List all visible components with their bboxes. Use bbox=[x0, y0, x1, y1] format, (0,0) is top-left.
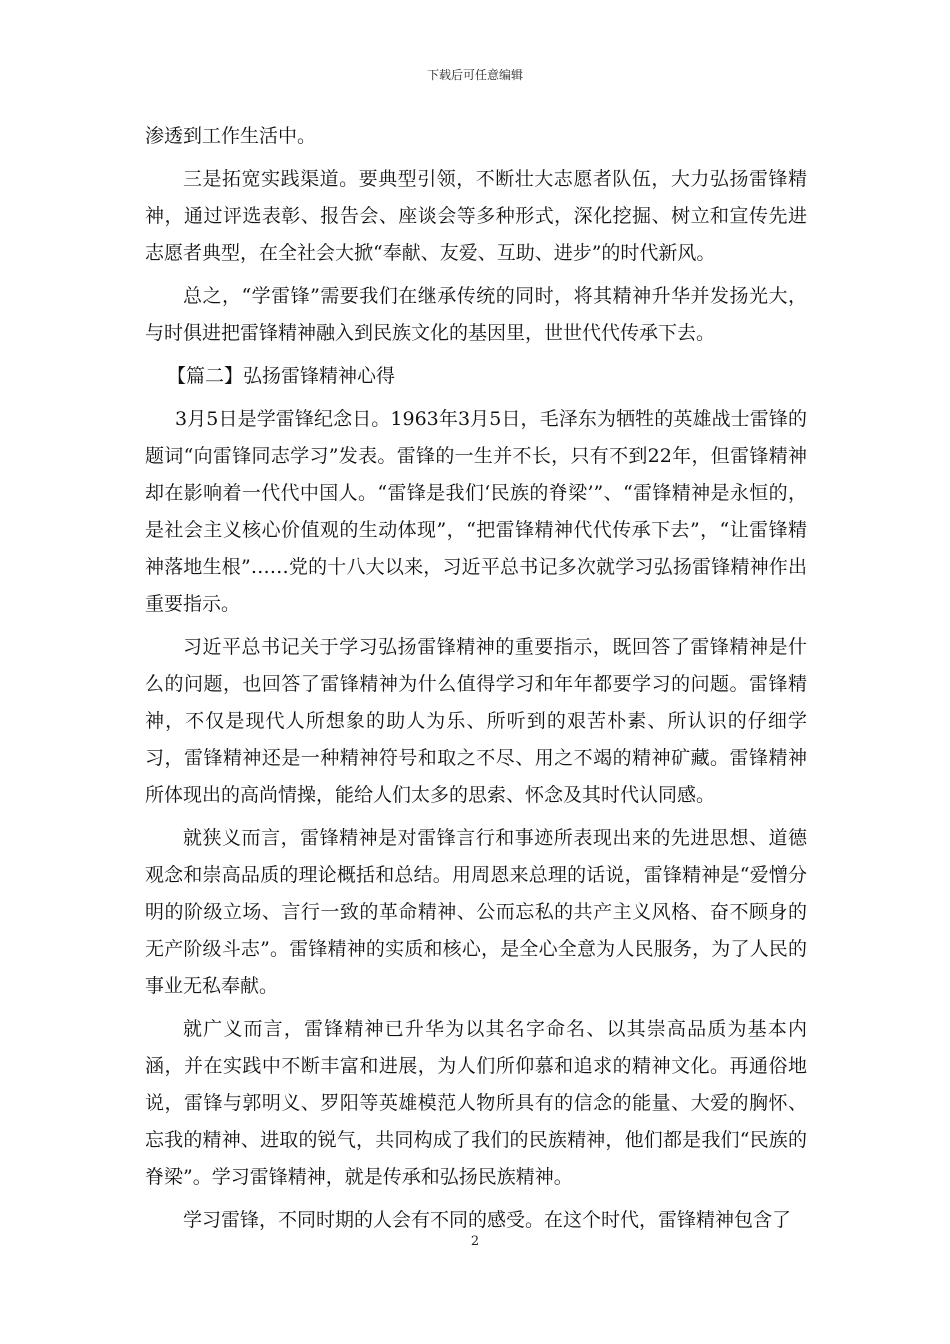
paragraph: 三是拓宽实践渠道。要典型引领，不断壮大志愿者队伍，大力弘扬雷锋精神，通过评选表彰、报告会、座谈会等多种形式，深化挖掘、树立和宣传先进志愿者典型，在全社会大掀“奉献、友爱、互助、进步”的时代新风。 bbox=[145, 168, 807, 264]
page-number: 2 bbox=[470, 1234, 480, 1249]
paragraph: 渗透到工作生活中。 bbox=[145, 125, 317, 147]
paragraph: 就广义而言，雷锋精神已升华为以其名字命名、以其崇高品质为基本内涵，并在实践中不断丰富和进展，为人们所仰慕和追求的精神文化。再通俗地说，雷锋与郭明义、罗阳等英雄模范人物所具有的信念的能量、大爱的胸怀、忘我的精神、进取的锐气，共同构成了我们的民族精神，他们都是我们“民族的脊梁”。学习雷锋精神，就是传承和弘扬民族精神。 bbox=[145, 1018, 807, 1188]
document-body bbox=[145, 118, 807, 1245]
paragraph: 总之，“学雷锋”需要我们在继承传统的同时，将其精神升华并发扬光大，与时俱进把雷锋精神融入到民族文化的基因里，世世代代传承下去。 bbox=[145, 285, 807, 344]
paragraph: 习近平总书记关于学习弘扬雷锋精神的重要指示，既回答了雷锋精神是什么的问题，也回答了雷锋精神为什么值得学习和年年都要学习的问题。雷锋精神，不仅是现代人所想象的助人为乐、所听到的艰苦朴素、所认识的仔细学习，雷锋精神还是一种精神符号和取之不尽、用之不竭的精神矿藏。雷锋精神所体现出的高尚情操，能给人们太多的思索、怀念及其时代认同感。 bbox=[145, 636, 807, 806]
paragraph: 学习雷锋，不同时期的人会有不同的感受。在这个时代，雷锋精神包含了 bbox=[183, 1209, 792, 1231]
paragraph: 3月5日是学雷锋纪念日。1963年3月5日，毛泽东为牺牲的英雄战士雷锋的题词“向雷锋同志学习”发表。雷锋的一生并不长，只有不到22年，但雷锋精神却在影响着一代代中国人。“雷锋是我们‘民族的脊梁’”、“雷锋精神是永恒的，是社会主义核心价值观的生动体现”，“把雷锋精神代代传承下去”，“让雷锋精神落地生根”……党的十八大以来，习近平总书记多次就学习弘扬雷锋精神作出重要指示。 bbox=[145, 408, 807, 615]
section-heading: 【篇二】弘扬雷锋精神心得 bbox=[167, 365, 396, 387]
paragraph: 就狭义而言，雷锋精神是对雷锋言行和事迹所表现出来的先进思想、道德观念和崇高品质的理论概括和总结。用周恩来总理的话说，雷锋精神是“爱憎分明的阶级立场、言行一致的革命精神、公而忘私的共产主义风格、奋不顾身的无产阶级斗志”。雷锋精神的实质和核心，是全心全意为人民服务，为了人民的事业无私奉献。 bbox=[145, 827, 807, 997]
page-header: 下载后可任意编辑 bbox=[426, 68, 523, 82]
